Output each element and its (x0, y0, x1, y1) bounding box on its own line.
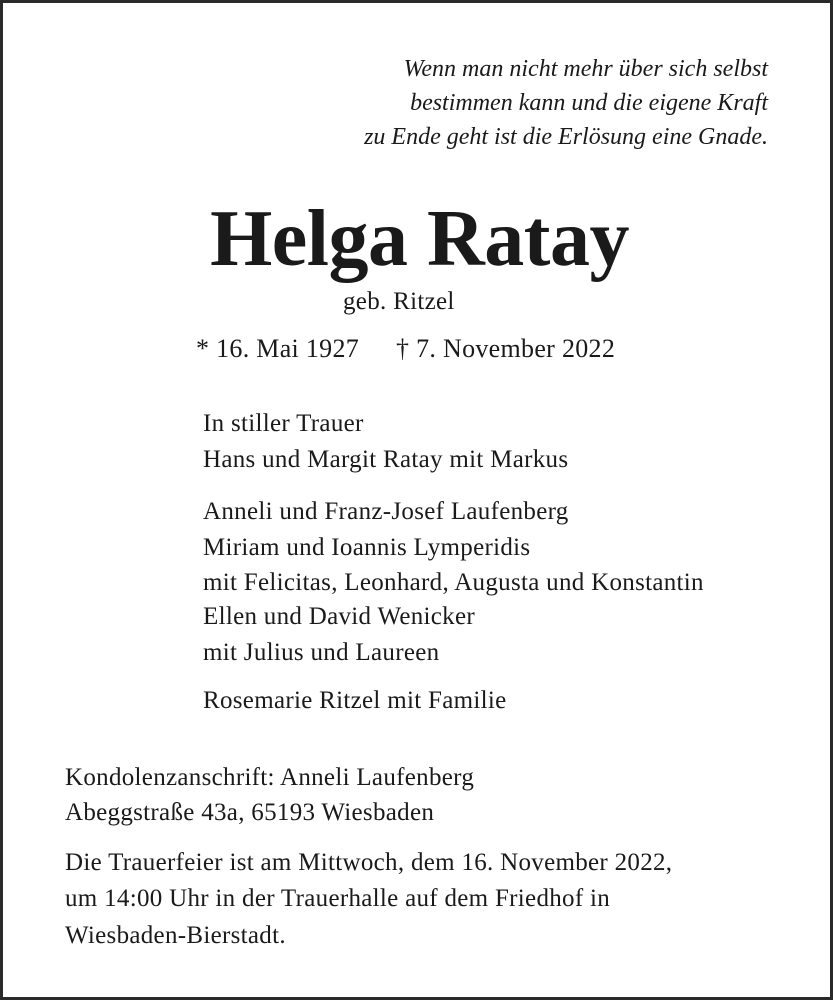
motto-line: bestimmen kann und die eigene Kraft (410, 90, 768, 116)
birth-date: * 16. Mai 1927 (196, 334, 360, 363)
maiden-name: geb. Ritzel (343, 288, 455, 315)
motto-line: zu Ende geht ist die Erlösung eine Gnade. (364, 124, 768, 150)
condolence-address: Abeggstraße 43a, 65193 Wiesbaden (65, 799, 435, 826)
funeral-info: Die Trauerfeier ist am Mittwoch, dem 16. November 2022, (65, 849, 673, 876)
funeral-info: Wiesbaden-Bierstadt. (65, 922, 286, 949)
mourner-line: Ellen und David Wenicker (203, 603, 476, 630)
condolence-address: Kondolenzanschrift: Anneli Laufenberg (65, 764, 475, 791)
funeral-info: um 14:00 Uhr in der Trauerhalle auf dem Friedhof in (65, 885, 611, 912)
mourner-line: Anneli und Franz-Josef Laufenberg (203, 498, 569, 525)
mourner-line: Hans und Margit Ratay mit Markus (203, 446, 569, 473)
mourner-line: mit Felicitas, Leonhard, Augusta und Konstantin (203, 569, 704, 596)
mourning-intro: In stiller Trauer (203, 410, 364, 437)
deceased-name: Helga Ratay (210, 195, 629, 283)
motto-line: Wenn man nicht mehr über sich selbst (403, 56, 768, 82)
mourner-line: Miriam und Ioannis Lymperidis (203, 534, 531, 561)
mourner-line: Rosemarie Ritzel mit Familie (203, 687, 507, 714)
mourner-line: mit Julius und Laureen (203, 639, 440, 666)
death-date: † 7. November 2022 (396, 334, 616, 363)
